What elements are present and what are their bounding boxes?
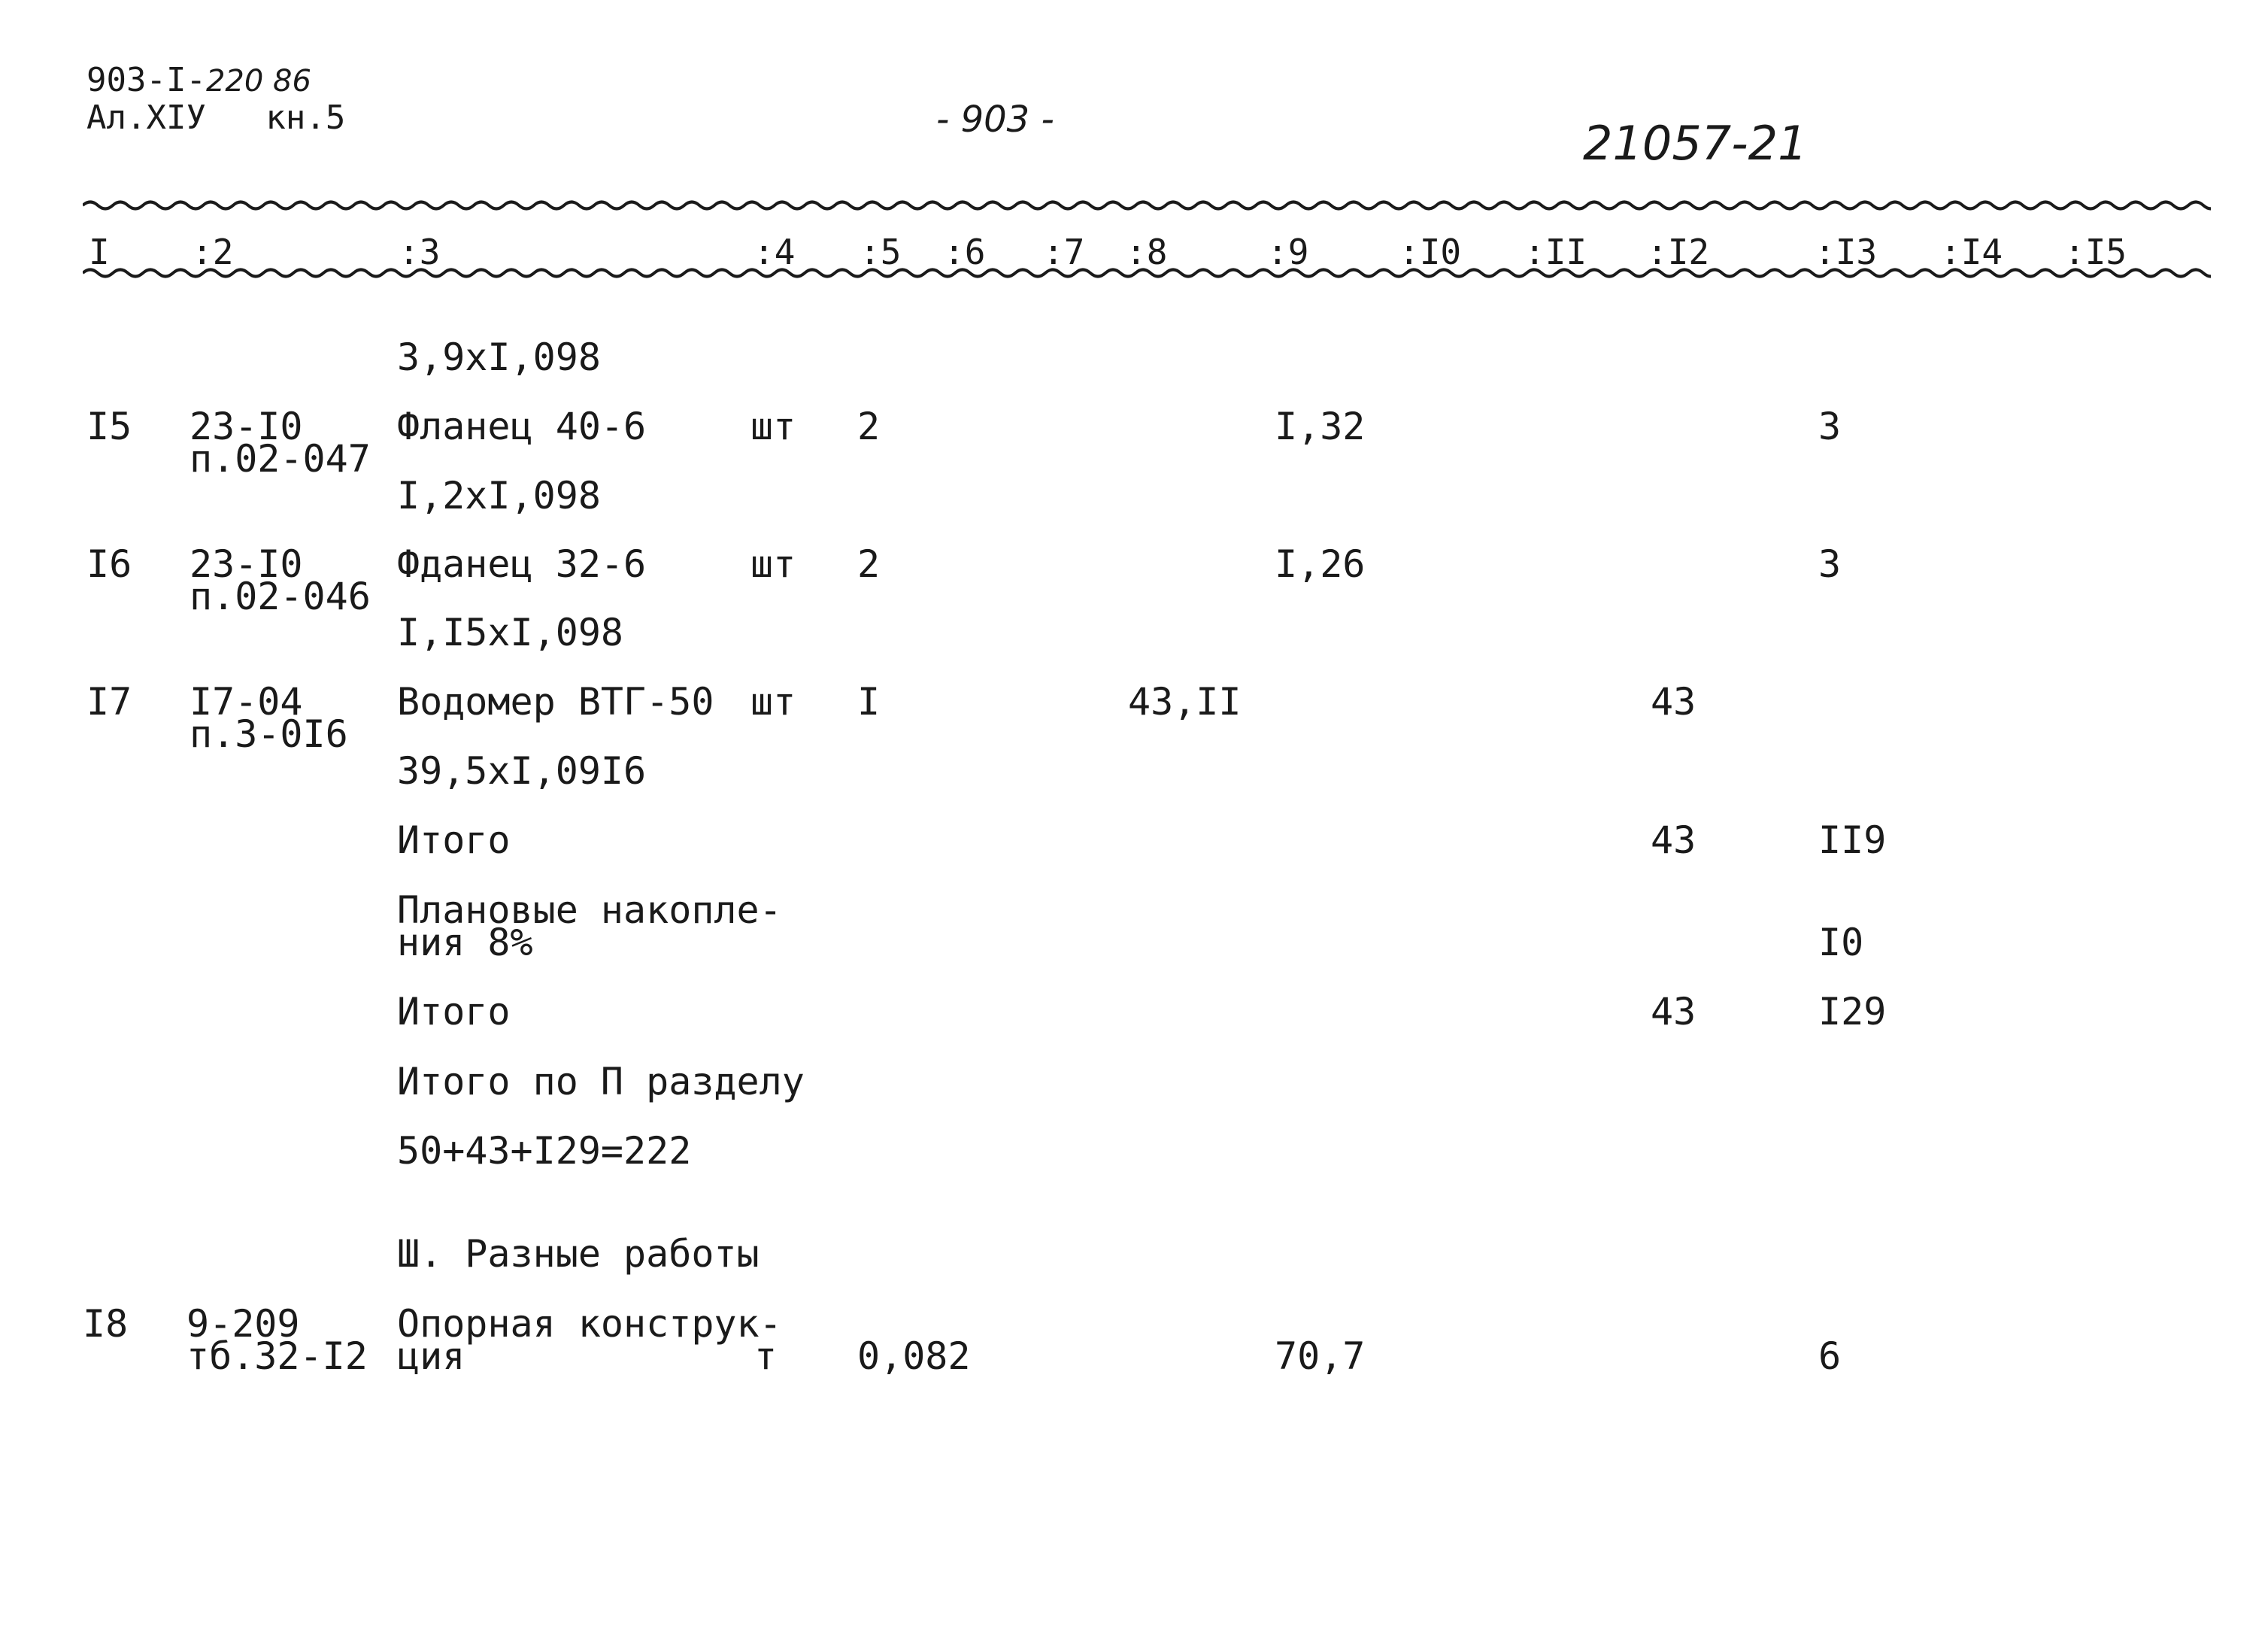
row18-unit: т	[754, 1334, 778, 1378]
row16-calc: I,I5xI,098	[397, 611, 624, 654]
col-header-9: :9	[1267, 232, 1309, 272]
planned-savings-col13: I0	[1818, 921, 1864, 964]
col-header-11: :II	[1524, 232, 1587, 272]
row17-name: Водомер ВТГ-50	[397, 680, 714, 724]
row16-number: I6	[86, 542, 132, 586]
row17-code2: п.3-0I6	[190, 712, 348, 756]
row17-qty: I	[857, 680, 881, 724]
doc-number: 21057-21	[1583, 116, 1808, 171]
col-header-1: I	[89, 232, 110, 272]
row18-number: I8	[83, 1302, 129, 1346]
total2-label: Итого	[397, 990, 511, 1033]
total2-col12: 43	[1651, 990, 1696, 1033]
row16-code1: 23-I0	[190, 542, 303, 586]
header-top-rule	[83, 197, 2211, 214]
col-header-6: :6	[944, 232, 986, 272]
section-total-label: Итого по П разделу	[397, 1060, 805, 1103]
col-header-13: :I3	[1815, 232, 1878, 272]
row18-code2: тб.32-I2	[186, 1334, 368, 1378]
page-number: - 903 -	[936, 99, 1054, 141]
row18-name-line1: Опорная конструк-	[397, 1302, 782, 1346]
row17-calc: 39,5xI,09I6	[397, 749, 647, 793]
row18-col13: 6	[1818, 1334, 1842, 1378]
row16-col9: I,26	[1275, 542, 1366, 586]
row16-name: Фданец 32-6	[397, 542, 647, 586]
section3-title: Ш. Разные работы	[397, 1232, 760, 1276]
calc-line-prev: 3,9xI,098	[397, 335, 601, 379]
row18-name-line2: ция	[397, 1334, 465, 1378]
row16-col13: 3	[1818, 542, 1842, 586]
row16-qty: 2	[857, 542, 881, 586]
row15-code2: п.02-047	[190, 437, 371, 481]
row17-col12: 43	[1651, 680, 1696, 724]
total1-col12: 43	[1651, 818, 1696, 862]
row18-qty: 0,082	[857, 1334, 971, 1378]
doc-code-handwritten: 220 86	[205, 64, 311, 99]
doc-code-line1	[86, 61, 311, 99]
col-header-12: :I2	[1647, 232, 1710, 272]
album-book-label: Ал.XIУ кн.5	[86, 99, 346, 137]
col-header-14: :I4	[1940, 232, 2003, 272]
col-header-7: :7	[1043, 232, 1085, 272]
col-header-15: :I5	[2064, 232, 2127, 272]
section-total-calc: 50+43+I29=222	[397, 1129, 692, 1173]
col-header-8: :8	[1126, 232, 1168, 272]
row18-col9: 70,7	[1275, 1334, 1366, 1378]
row18-code1: 9-209	[186, 1302, 300, 1346]
row16-unit: шт	[750, 542, 796, 586]
total2-col13: I29	[1818, 990, 1887, 1033]
col-header-5: :5	[860, 232, 902, 272]
total1-label: Итого	[397, 818, 511, 862]
row15-qty: 2	[857, 405, 881, 448]
row15-unit: шт	[750, 405, 796, 448]
row15-col9: I,32	[1275, 405, 1366, 448]
row15-calc: I,2xI,098	[397, 474, 601, 517]
total1-col13: II9	[1818, 818, 1887, 862]
planned-savings-label-line1: Плановые накопле-	[397, 888, 782, 932]
row15-code1: 23-I0	[190, 405, 303, 448]
row17-number: I7	[86, 680, 132, 724]
row17-unit: шт	[750, 680, 796, 724]
row15-number: I5	[86, 405, 132, 448]
header-bottom-rule	[83, 265, 2211, 281]
row15-name: Фланец 40-6	[397, 405, 647, 448]
row15-col13: 3	[1818, 405, 1842, 448]
col-header-4: :4	[753, 232, 796, 272]
row16-code2: п.02-046	[190, 575, 371, 618]
planned-savings-label-line2: ния 8%	[397, 921, 533, 964]
doc-code-printed: 903-I-	[86, 61, 206, 99]
row17-col8: 43,II	[1128, 680, 1242, 724]
col-header-3: :3	[399, 232, 441, 272]
col-header-10: :I0	[1399, 232, 1462, 272]
col-header-2: :2	[192, 232, 234, 272]
row17-code1: I7-04	[190, 680, 303, 724]
